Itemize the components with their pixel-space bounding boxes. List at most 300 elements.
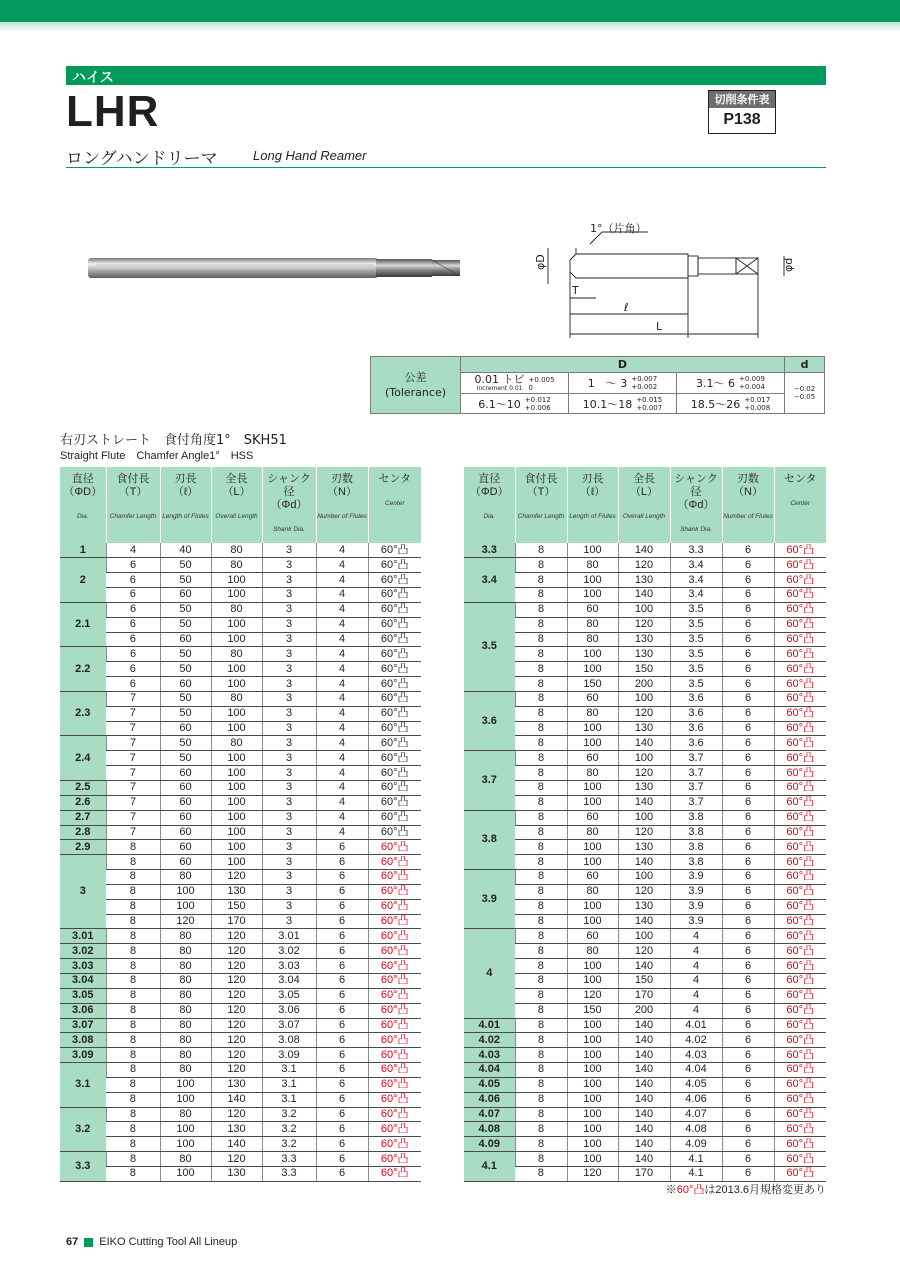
table-row — [60, 929, 421, 944]
table-row — [464, 840, 826, 855]
table-cell: 4 — [316, 825, 368, 840]
table-cell: 3 — [262, 588, 316, 603]
table-cell: 60°凸 — [774, 677, 826, 692]
table-cell: 170 — [618, 1166, 670, 1181]
table-cell: 60°凸 — [368, 781, 421, 796]
table-row — [464, 914, 826, 929]
table-row — [60, 721, 421, 736]
table-cell: 60°凸 — [774, 810, 826, 825]
table-cell: 3.6 — [670, 691, 722, 706]
table-cell: 8 — [515, 959, 567, 974]
table-cell: 60°凸 — [368, 647, 421, 662]
drawing-T: T — [572, 284, 579, 297]
table-cell: 3 — [262, 691, 316, 706]
table-cell: 60°凸 — [774, 825, 826, 840]
table-cell: 8 — [515, 1122, 567, 1137]
table-cell: 60°凸 — [368, 810, 421, 825]
table-cell: 100 — [211, 677, 262, 692]
table-cell: 6 — [722, 573, 774, 588]
column-header: 刃数 （N） Number of Flutes — [722, 467, 774, 543]
table-cell: 6 — [722, 810, 774, 825]
table-cell: 130 — [211, 1077, 262, 1092]
table-cell: 8 — [106, 1077, 160, 1092]
table-cell: 100 — [567, 1018, 618, 1033]
table-cell: 8 — [106, 959, 160, 974]
diameter-cell: 3.9 — [464, 870, 515, 929]
table-cell: 3 — [262, 810, 316, 825]
table-cell: 3.7 — [670, 766, 722, 781]
drawing-L: L — [656, 320, 663, 333]
table-cell: 60°凸 — [368, 706, 421, 721]
table-cell: 8 — [515, 677, 567, 692]
table-cell: 6 — [722, 884, 774, 899]
table-row — [464, 825, 826, 840]
table-cell: 7 — [106, 706, 160, 721]
table-cell: 60°凸 — [774, 1018, 826, 1033]
table-cell: 60°凸 — [368, 929, 421, 944]
table-cell: 60°凸 — [774, 1122, 826, 1137]
table-cell: 6 — [722, 944, 774, 959]
table-cell: 6 — [316, 840, 368, 855]
table-cell: 3 — [262, 870, 316, 885]
table-cell: 8 — [515, 840, 567, 855]
table-cell: 60°凸 — [774, 1063, 826, 1078]
table-cell: 60°凸 — [368, 691, 421, 706]
table-cell: 100 — [211, 766, 262, 781]
table-cell: 140 — [618, 588, 670, 603]
table-cell: 8 — [106, 884, 160, 899]
column-header: 刃数 （N） Number of Flutes — [316, 467, 368, 543]
table-cell: 120 — [618, 706, 670, 721]
table-cell: 3.05 — [262, 988, 316, 1003]
table-cell: 6 — [722, 647, 774, 662]
table-cell: 8 — [515, 899, 567, 914]
table-cell: 120 — [567, 988, 618, 1003]
table-cell: 6 — [722, 1092, 774, 1107]
table-cell: 6 — [316, 1048, 368, 1063]
diameter-cell: 3.5 — [464, 602, 515, 691]
diameter-cell: 3.07 — [60, 1018, 106, 1033]
table-cell: 8 — [515, 558, 567, 573]
table-cell: 120 — [567, 1166, 618, 1181]
table-cell: 8 — [106, 1048, 160, 1063]
table-cell: 3.2 — [262, 1107, 316, 1122]
table-cell: 3.8 — [670, 840, 722, 855]
table-cell: 8 — [515, 691, 567, 706]
diameter-cell: 3.06 — [60, 1003, 106, 1018]
table-cell: 60°凸 — [368, 602, 421, 617]
table-cell: 8 — [106, 944, 160, 959]
table-cell: 100 — [160, 1122, 211, 1137]
table-row — [60, 988, 421, 1003]
table-cell: 150 — [618, 973, 670, 988]
diameter-cell: 3.03 — [60, 959, 106, 974]
table-cell: 60°凸 — [774, 988, 826, 1003]
table-row — [60, 781, 421, 796]
table-cell: 60°凸 — [774, 884, 826, 899]
column-header: 食付長 （T） Chamfer Length — [515, 467, 567, 543]
table-cell: 60°凸 — [774, 944, 826, 959]
table-cell: 60°凸 — [368, 959, 421, 974]
table-cell: 6 — [722, 543, 774, 558]
table-row — [464, 617, 826, 632]
table-cell: 4.09 — [670, 1137, 722, 1152]
footer-square-icon — [84, 1238, 93, 1247]
table-cell: 150 — [567, 1003, 618, 1018]
table-cell: 6 — [722, 1063, 774, 1078]
table-cell: 120 — [618, 617, 670, 632]
table-cell: 100 — [567, 840, 618, 855]
table-cell: 4.02 — [670, 1033, 722, 1048]
table-cell: 4.1 — [670, 1152, 722, 1167]
table-cell: 60 — [567, 602, 618, 617]
table-cell: 6 — [106, 573, 160, 588]
tol-cell: 3.1～ 6 +0.009 +0.004 — [677, 373, 785, 394]
table-row — [464, 929, 826, 944]
diameter-cell: 2.7 — [60, 810, 106, 825]
table-cell: 6 — [316, 899, 368, 914]
table-cell: 6 — [106, 647, 160, 662]
table-cell: 100 — [160, 899, 211, 914]
table-cell: 60°凸 — [368, 662, 421, 677]
table-cell: 6 — [316, 1152, 368, 1167]
table-cell: 80 — [567, 944, 618, 959]
table-row — [464, 751, 826, 766]
table-cell: 3 — [262, 884, 316, 899]
table-cell: 50 — [160, 573, 211, 588]
table-cell: 100 — [567, 588, 618, 603]
table-cell: 140 — [618, 543, 670, 558]
table-cell: 8 — [106, 1018, 160, 1033]
diameter-cell: 2.4 — [60, 736, 106, 781]
table-cell: 4 — [316, 781, 368, 796]
table-cell: 60°凸 — [368, 573, 421, 588]
table-cell: 6 — [722, 840, 774, 855]
table-cell: 100 — [618, 810, 670, 825]
table-row — [60, 1166, 421, 1181]
table-cell: 3 — [262, 632, 316, 647]
diameter-cell: 3 — [60, 855, 106, 929]
table-cell: 3 — [262, 899, 316, 914]
table-cell: 4.08 — [670, 1122, 722, 1137]
table-cell: 150 — [567, 677, 618, 692]
diameter-cell: 2.6 — [60, 795, 106, 810]
table-cell: 100 — [160, 884, 211, 899]
table-cell: 3.04 — [262, 973, 316, 988]
category-label: ハイス — [72, 69, 114, 85]
table-cell: 130 — [618, 899, 670, 914]
table-cell: 60 — [160, 810, 211, 825]
table-cell: 6 — [106, 588, 160, 603]
table-cell: 4.1 — [670, 1166, 722, 1181]
table-row — [464, 647, 826, 662]
table-cell: 4 — [316, 736, 368, 751]
table-cell: 3.8 — [670, 810, 722, 825]
cutting-conditions-label: 切削条件表 — [709, 91, 775, 108]
table-row — [60, 1152, 421, 1167]
table-cell: 6 — [316, 914, 368, 929]
table-cell: 50 — [160, 662, 211, 677]
table-cell: 60 — [567, 810, 618, 825]
column-header: シャンク径 （Φd） Shank Dia. — [670, 467, 722, 543]
table-row — [464, 632, 826, 647]
table-cell: 8 — [515, 929, 567, 944]
drawing-angle-label: 1°（片角） — [590, 222, 647, 235]
table-cell: 60°凸 — [774, 617, 826, 632]
table-row — [60, 1063, 421, 1078]
table-cell: 6 — [316, 1137, 368, 1152]
table-cell: 6 — [316, 1063, 368, 1078]
table-cell: 130 — [618, 573, 670, 588]
table-cell: 8 — [515, 1063, 567, 1078]
table-cell: 60°凸 — [774, 1077, 826, 1092]
table-cell: 6 — [722, 588, 774, 603]
diameter-cell: 4.07 — [464, 1107, 515, 1122]
table-cell: 8 — [515, 573, 567, 588]
table-cell: 4 — [670, 944, 722, 959]
table-cell: 100 — [211, 632, 262, 647]
table-cell: 100 — [567, 795, 618, 810]
diameter-cell: 3.7 — [464, 751, 515, 810]
table-cell: 100 — [211, 573, 262, 588]
table-cell: 40 — [160, 543, 211, 558]
table-cell: 8 — [515, 1137, 567, 1152]
diameter-cell: 3.05 — [60, 988, 106, 1003]
table-cell: 6 — [316, 1077, 368, 1092]
table-cell: 120 — [211, 959, 262, 974]
table-cell: 120 — [211, 1107, 262, 1122]
table-cell: 80 — [567, 558, 618, 573]
table-row — [464, 899, 826, 914]
table-cell: 3.6 — [670, 706, 722, 721]
diameter-cell: 4 — [464, 929, 515, 1018]
table-cell: 60°凸 — [774, 1137, 826, 1152]
table-row — [464, 855, 826, 870]
diameter-cell: 2.2 — [60, 647, 106, 692]
table-cell: 60°凸 — [774, 1092, 826, 1107]
table-cell: 60 — [567, 929, 618, 944]
table-cell: 4 — [670, 988, 722, 1003]
table-cell: 6 — [316, 988, 368, 1003]
table-cell: 60°凸 — [368, 1107, 421, 1122]
table-cell: 8 — [515, 1107, 567, 1122]
table-cell: 80 — [160, 929, 211, 944]
table-cell: 60°凸 — [368, 751, 421, 766]
table-cell: 140 — [618, 1033, 670, 1048]
table-cell: 6 — [722, 1166, 774, 1181]
table-cell: 3 — [262, 736, 316, 751]
table-cell: 4 — [316, 632, 368, 647]
table-row — [464, 677, 826, 692]
page-footer — [66, 1236, 237, 1248]
table-cell: 60°凸 — [368, 1048, 421, 1063]
table-row — [60, 662, 421, 677]
diameter-cell: 4.09 — [464, 1137, 515, 1152]
table-cell: 60 — [160, 795, 211, 810]
table-cell: 140 — [618, 1063, 670, 1078]
table-row — [60, 884, 421, 899]
table-cell: 120 — [211, 1063, 262, 1078]
table-cell: 8 — [106, 1122, 160, 1137]
table-cell: 6 — [316, 1166, 368, 1181]
table-cell: 80 — [160, 1018, 211, 1033]
table-cell: 3 — [262, 647, 316, 662]
table-cell: 6 — [722, 766, 774, 781]
table-cell: 80 — [160, 870, 211, 885]
diameter-cell: 3.6 — [464, 691, 515, 750]
column-header: 刃長 （ℓ） Length of Flutes — [567, 467, 618, 543]
table-row — [464, 721, 826, 736]
table-cell: 6 — [722, 870, 774, 885]
table-cell: 60°凸 — [774, 870, 826, 885]
table-cell: 60°凸 — [368, 558, 421, 573]
table-cell: 60°凸 — [774, 781, 826, 796]
table-cell: 100 — [567, 647, 618, 662]
table-cell: 4 — [316, 795, 368, 810]
table-cell: 3.9 — [670, 899, 722, 914]
table-cell: 8 — [106, 855, 160, 870]
table-cell: 3.9 — [670, 884, 722, 899]
table-cell: 120 — [211, 1152, 262, 1167]
table-row — [60, 1077, 421, 1092]
diameter-cell: 3.09 — [60, 1048, 106, 1063]
table-cell: 80 — [160, 959, 211, 974]
table-cell: 7 — [106, 795, 160, 810]
table-cell: 3.1 — [262, 1063, 316, 1078]
table-cell: 50 — [160, 736, 211, 751]
table-cell: 140 — [618, 1018, 670, 1033]
table-cell: 80 — [211, 736, 262, 751]
table-cell: 60°凸 — [774, 929, 826, 944]
table-cell: 100 — [211, 825, 262, 840]
table-cell: 60°凸 — [774, 736, 826, 751]
table-cell: 8 — [106, 1003, 160, 1018]
table-cell: 3 — [262, 558, 316, 573]
table-cell: 60°凸 — [774, 751, 826, 766]
table-cell: 60 — [160, 840, 211, 855]
table-cell: 60 — [160, 721, 211, 736]
table-cell: 150 — [618, 662, 670, 677]
table-cell: 8 — [106, 973, 160, 988]
table-row — [464, 1003, 826, 1018]
column-header: 食付長 （T） Chamfer Length — [106, 467, 160, 543]
table-cell: 8 — [515, 588, 567, 603]
diameter-cell: 3.4 — [464, 558, 515, 603]
table-cell: 4.05 — [670, 1077, 722, 1092]
table-cell: 60°凸 — [368, 1077, 421, 1092]
cutting-conditions-ref[interactable] — [708, 90, 776, 134]
table-cell: 3.8 — [670, 855, 722, 870]
table-row — [464, 1048, 826, 1063]
table-cell: 3 — [262, 795, 316, 810]
category-bar — [66, 66, 826, 85]
table-cell: 4 — [316, 691, 368, 706]
table-cell: 6 — [722, 795, 774, 810]
table-cell: 140 — [618, 736, 670, 751]
table-cell: 6 — [722, 973, 774, 988]
table-cell: 60°凸 — [368, 840, 421, 855]
tolerance-table — [370, 356, 825, 414]
table-cell: 60°凸 — [368, 884, 421, 899]
table-cell: 60°凸 — [774, 706, 826, 721]
column-header: 直径 （ΦD） Dia. — [464, 467, 515, 543]
table-cell: 140 — [618, 1122, 670, 1137]
table-cell: 60°凸 — [774, 855, 826, 870]
table-cell: 120 — [211, 988, 262, 1003]
table-cell: 3 — [262, 781, 316, 796]
table-cell: 100 — [567, 662, 618, 677]
table-cell: 6 — [316, 1107, 368, 1122]
diameter-cell: 2.1 — [60, 602, 106, 647]
table-cell: 60°凸 — [774, 721, 826, 736]
table-cell: 6 — [316, 1018, 368, 1033]
table-cell: 8 — [515, 602, 567, 617]
table-cell: 80 — [160, 1107, 211, 1122]
diameter-cell: 2 — [60, 558, 106, 603]
table-cell: 8 — [106, 1063, 160, 1078]
table-cell: 100 — [567, 1033, 618, 1048]
table-cell: 8 — [515, 870, 567, 885]
tol-cell: 18.5～26 +0.017 +0.008 — [677, 394, 785, 414]
table-cell: 6 — [722, 1048, 774, 1063]
table-cell: 100 — [211, 721, 262, 736]
table-cell: 3.5 — [670, 602, 722, 617]
table-cell: 60°凸 — [774, 558, 826, 573]
table-row — [60, 1107, 421, 1122]
table-cell: 3 — [262, 825, 316, 840]
table-cell: 6 — [722, 1152, 774, 1167]
table-cell: 6 — [316, 944, 368, 959]
table-cell: 140 — [211, 1092, 262, 1107]
table-cell: 100 — [211, 781, 262, 796]
diameter-cell: 2.5 — [60, 781, 106, 796]
table-cell: 7 — [106, 766, 160, 781]
table-row — [60, 840, 421, 855]
table-cell: 100 — [160, 1166, 211, 1181]
table-cell: 4 — [316, 617, 368, 632]
top-band — [0, 0, 900, 22]
table-cell: 6 — [722, 929, 774, 944]
table-cell: 100 — [567, 973, 618, 988]
table-cell: 4.07 — [670, 1107, 722, 1122]
table-cell: 8 — [106, 1092, 160, 1107]
spec-change-note: ※60°凸は2013.6月規格変更あり — [665, 1184, 826, 1196]
table-cell: 4.01 — [670, 1018, 722, 1033]
table-cell: 4 — [316, 751, 368, 766]
table-cell: 100 — [567, 781, 618, 796]
table-cell: 4 — [316, 588, 368, 603]
table-cell: 8 — [515, 721, 567, 736]
table-cell: 100 — [567, 855, 618, 870]
table-cell: 130 — [618, 781, 670, 796]
table-row — [464, 736, 826, 751]
table-row — [464, 959, 826, 974]
table-cell: 60°凸 — [774, 588, 826, 603]
table-cell: 8 — [515, 810, 567, 825]
diameter-cell: 2.8 — [60, 825, 106, 840]
table-cell: 100 — [211, 795, 262, 810]
table-cell: 4 — [316, 706, 368, 721]
table-cell: 3.7 — [670, 781, 722, 796]
table-cell: 4.06 — [670, 1092, 722, 1107]
table-cell: 3.3 — [262, 1152, 316, 1167]
cutting-conditions-page: P138 — [723, 111, 761, 128]
table-cell: 80 — [211, 602, 262, 617]
table-cell: 4 — [316, 558, 368, 573]
table-cell: 8 — [515, 1166, 567, 1181]
table-cell: 80 — [160, 973, 211, 988]
table-cell: 100 — [567, 573, 618, 588]
